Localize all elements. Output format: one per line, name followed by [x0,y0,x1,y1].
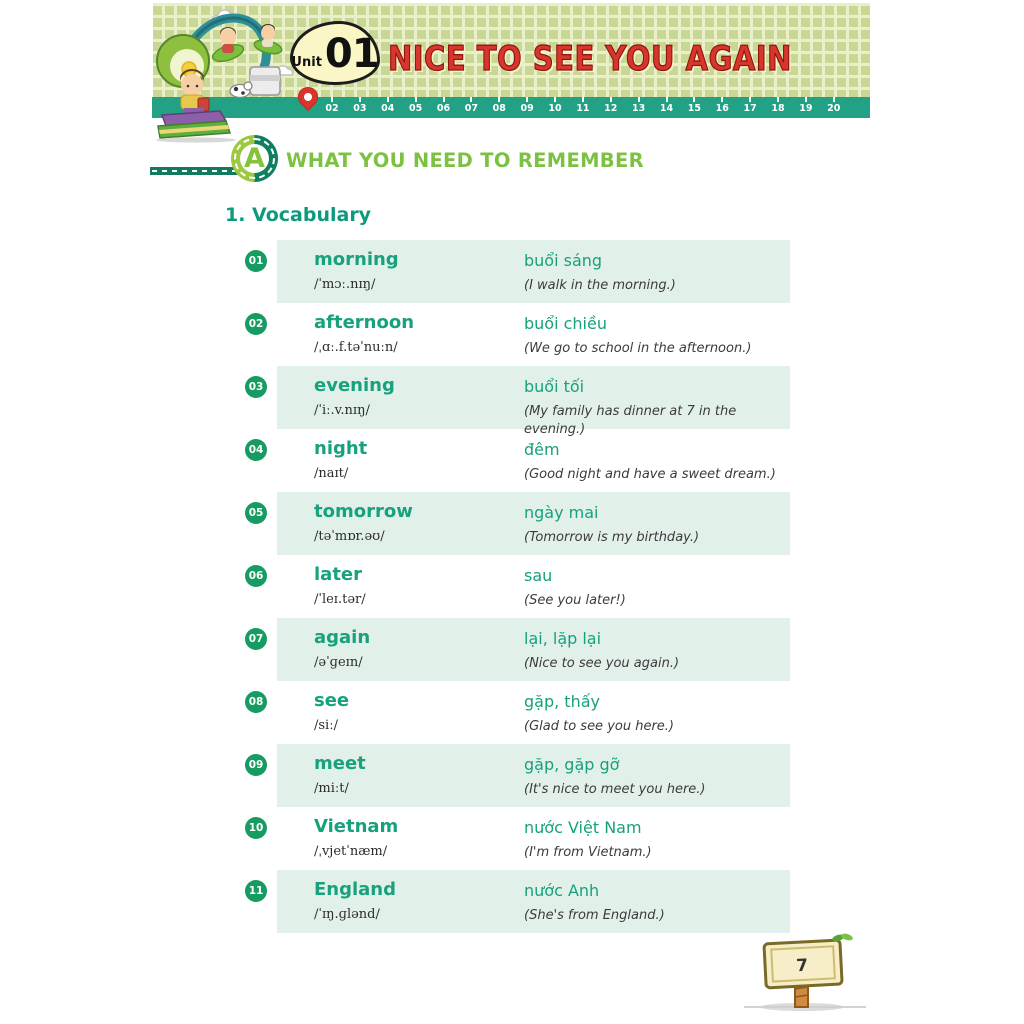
entry-box [277,807,790,870]
vocab-row [245,807,790,870]
tick-mark [387,97,389,102]
entry-box [277,681,790,744]
entry-word: afternoon [314,312,415,333]
entry-ipa: /təˈmɒr.əʊ/ [314,529,385,544]
entry-number-badge: 08 [245,691,267,713]
entry-example: (Glad to see you here.) [524,719,674,734]
ribbon-number: 03 [352,97,368,115]
sign-board [764,940,842,988]
entry-word: later [314,564,363,585]
vocab-row [245,303,790,366]
tick-mark [331,97,333,102]
entry-word: again [314,627,371,648]
entry-box [277,240,790,303]
entry-ipa: /əˈɡeɪn/ [314,655,363,670]
tick-mark [777,97,779,102]
entry-meaning: gặp, thấy [524,692,600,711]
ribbon-number: 09 [519,97,535,115]
entry-example: (We go to school in the afternoon.) [524,341,752,356]
entry-ipa: /ˌɑː.f.təˈnuːn/ [314,340,398,355]
page-number: 7 [795,955,809,977]
vocab-row [245,870,790,933]
unit-number: 01 [324,31,379,77]
entry-ipa: /naɪt/ [314,466,349,481]
vocabulary-list [245,240,790,933]
tick-mark [693,97,695,102]
entry-meaning: buổi sáng [524,251,603,270]
entry-meaning: đêm [524,440,560,459]
entry-example: (I walk in the morning.) [524,278,676,293]
entry-word: evening [314,375,395,396]
entry-meaning: ngày mai [524,503,599,522]
entry-example: (She's from England.) [524,908,665,923]
ribbon-number: 18 [770,97,786,115]
entry-number-badge: 06 [245,565,267,587]
tick-mark [526,97,528,102]
entry-box [277,618,790,681]
entry-number-badge: 09 [245,754,267,776]
vocabulary-heading: 1. Vocabulary [225,204,372,226]
entry-meaning: nước Anh [524,881,600,900]
entry-word: Vietnam [314,816,399,837]
entry-box [277,870,790,933]
entry-number-badge: 01 [245,250,267,272]
ribbon-number: 04 [380,97,396,115]
unit-title: NICE TO SEE YOU AGAIN [388,38,792,79]
entry-meaning: nước Việt Nam [524,818,642,837]
entry-meaning: buổi chiều [524,314,607,333]
vocab-row [245,366,790,437]
page-number-sign [738,933,872,1021]
tick-mark [443,97,445,102]
tick-mark [582,97,584,102]
entry-number-badge: 11 [245,880,267,902]
ribbon-number: 17 [742,97,758,115]
entry-box [277,366,790,437]
ribbon-number: 12 [603,97,619,115]
ribbon-number: 14 [659,97,675,115]
illustration-shadow [156,137,236,142]
entry-example: (Tomorrow is my birthday.) [524,530,700,545]
plant-pot [250,67,280,95]
tick-mark [721,97,723,102]
entry-ipa: /ˌvjetˈnæm/ [314,844,388,859]
entry-box [277,744,790,807]
vocab-row [245,555,790,618]
ribbon-number: 11 [575,97,591,115]
entry-box [277,555,790,618]
vocab-row [245,681,790,744]
entry-ipa: /ˈɪŋ.ɡlənd/ [314,907,380,922]
entry-word: night [314,438,368,459]
entry-box [277,303,790,366]
section-letter: A [244,143,265,174]
tick-mark [638,97,640,102]
header-illustration [150,5,328,143]
section-road-line [150,167,246,175]
ribbon-number: 10 [547,97,563,115]
entry-number-badge: 02 [245,313,267,335]
ribbon-number: 06 [436,97,452,115]
vocab-row [245,744,790,807]
entry-example: (Nice to see you again.) [524,656,680,671]
tick-mark [415,97,417,102]
ribbon-number: 20 [826,97,842,115]
entry-number-badge: 10 [245,817,267,839]
tick-mark [805,97,807,102]
entry-number-badge: 05 [245,502,267,524]
tick-mark [749,97,751,102]
vocab-row [245,240,790,303]
vocab-row [245,492,790,555]
unit-label: Unit [291,55,322,70]
entry-ipa: /miːt/ [314,781,349,796]
entry-word: tomorrow [314,501,413,522]
tick-mark [666,97,668,102]
ribbon-number: 16 [714,97,730,115]
tick-mark [359,97,361,102]
ribbon-number: 02 [324,97,340,115]
entry-example: (I'm from Vietnam.) [524,845,652,860]
vocab-row [245,618,790,681]
entry-ipa: /ˈmɔː.nɪŋ/ [314,277,376,292]
entry-meaning: buổi tối [524,377,585,396]
vocab-row [245,429,790,492]
tick-mark [470,97,472,102]
entry-number-badge: 03 [245,376,267,398]
books-icon [158,111,230,138]
entry-box [277,429,790,492]
entry-ipa: /ˈiː.v.nɪŋ/ [314,403,370,418]
entry-example: (Good night and have a sweet dream.) [524,467,776,482]
tick-mark [554,97,556,102]
tick-mark [610,97,612,102]
entry-example: (My family has dinner at 7 in the evening.) [524,404,737,437]
entry-meaning: lại, lặp lại [524,629,602,648]
entry-meaning: sau [524,566,553,585]
leaf-icon [831,933,853,943]
entry-example: (See you later!) [524,593,626,608]
entry-box [277,492,790,555]
entry-meaning: gặp, gặp gỡ [524,755,620,774]
entry-word: meet [314,753,366,774]
tick-mark [498,97,500,102]
entry-number-badge: 07 [245,628,267,650]
entry-ipa: /siː/ [314,718,338,733]
entry-word: England [314,879,397,900]
entry-word: see [314,690,350,711]
ribbon-number: 05 [408,97,424,115]
ribbon-number: 13 [631,97,647,115]
entry-number-badge: 04 [245,439,267,461]
kids-on-leaves-icon [211,24,283,65]
pet-icon [230,82,252,98]
ribbon-number: 15 [686,97,702,115]
entry-word: morning [314,249,399,270]
ribbon-number: 08 [491,97,507,115]
tick-mark [833,97,835,102]
entry-example: (It's nice to meet you here.) [524,782,706,797]
section-heading: WHAT YOU NEED TO REMEMBER [286,149,644,172]
entry-ipa: /ˈleɪ.tər/ [314,592,366,607]
ribbon-number: 07 [463,97,479,115]
ribbon-number: 19 [798,97,814,115]
